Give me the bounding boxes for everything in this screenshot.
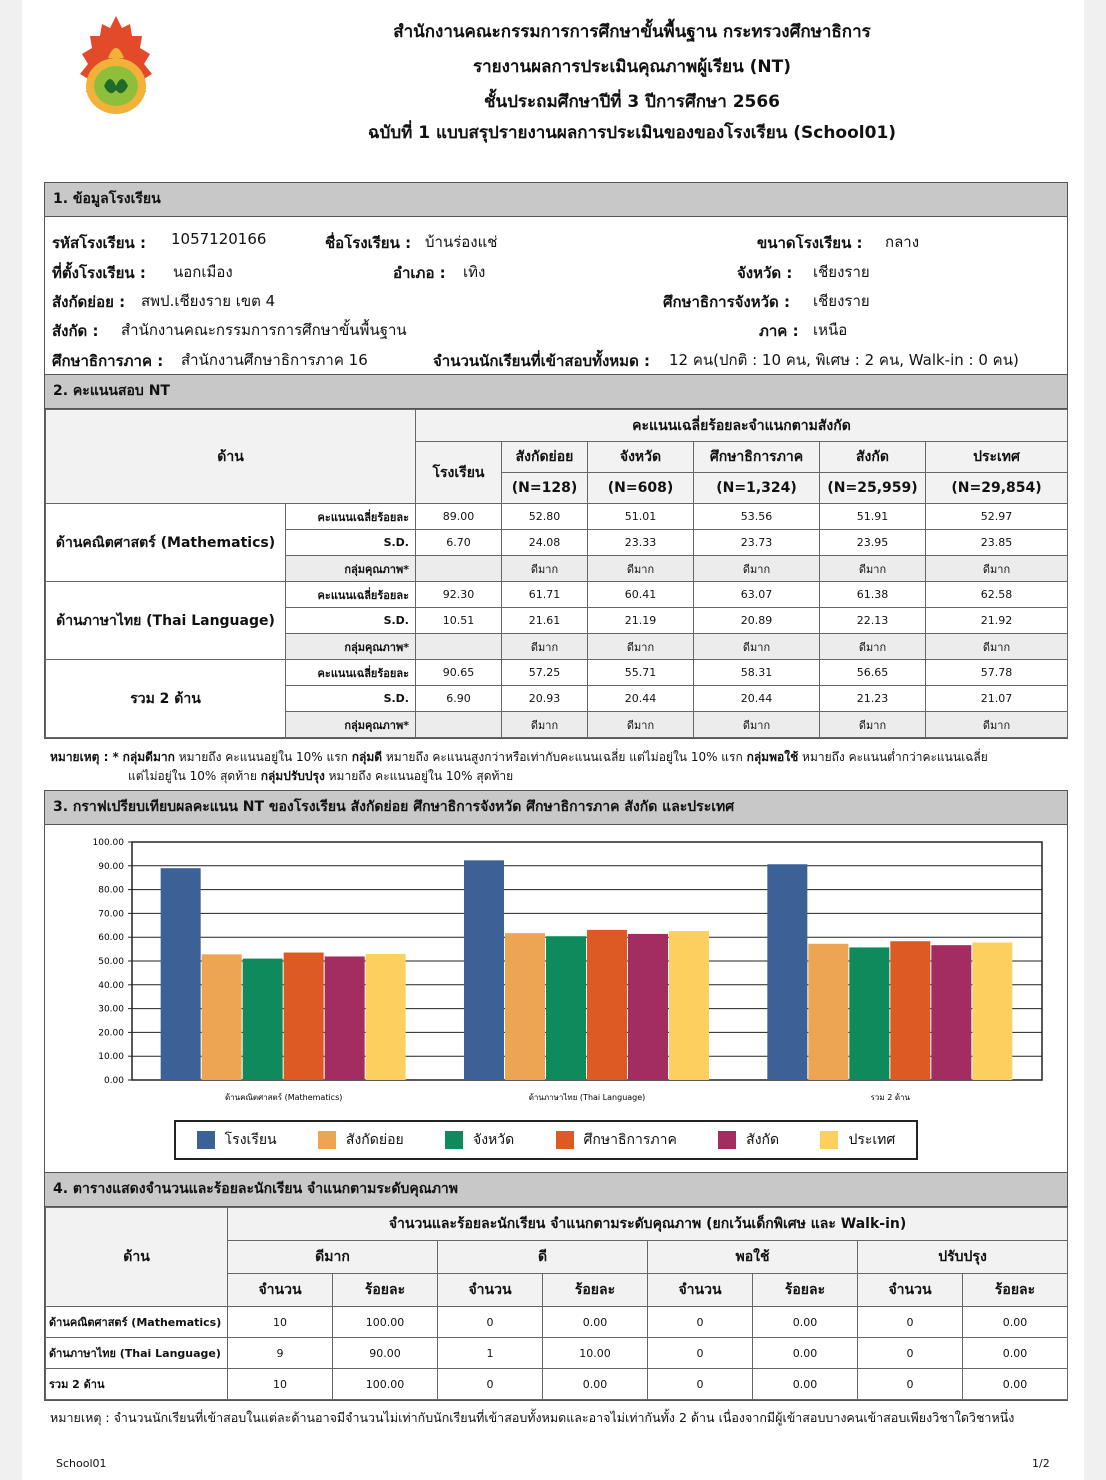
count-note: หมายเหตุ : จำนวนนักเรียนที่เข้าสอบในแต่ละด้านอาจมีจำนวนไม่เท่ากับนักเรียนที่เข้าสอบทั้งหมดและอาจไม่เท่ากันทั้ง 2 ด้าน เนื่องจากมีผู้เข้าสอบบางคนเข้าสอบเพียงวิชาใดวิชาหนึ่ง — [50, 1410, 1015, 1425]
col-side-header: ด้าน — [46, 410, 416, 504]
level-header: ดี — [438, 1241, 648, 1274]
note-text: หมายถึง คะแนนสูงกว่าหรือเท่ากับคะแนนเฉลี่ย แต่ไม่อยู่ใน 10% แรก — [382, 750, 747, 764]
table-cell: 0.00 — [963, 1307, 1068, 1338]
table-cell: 90.00 — [333, 1338, 438, 1369]
bar — [849, 947, 889, 1080]
table-cell: ดีมาก — [588, 634, 694, 660]
table-cell: 10 — [228, 1307, 333, 1338]
table-cell: 21.19 — [588, 608, 694, 634]
y-tick-label: 0.00 — [103, 1076, 124, 1086]
col-group-header: คะแนนเฉลี่ยร้อยละจำแนกตามสังกัด — [416, 410, 1068, 442]
quality-count-table — [45, 1207, 1068, 1400]
pct-header: ร้อยละ — [753, 1274, 858, 1307]
table-cell: 21.07 — [926, 686, 1068, 712]
table-cell: 0 — [648, 1307, 753, 1338]
legend-swatch — [556, 1131, 574, 1149]
table-cell: 0.00 — [963, 1338, 1068, 1369]
legend-item — [318, 1129, 404, 1151]
quality-count-body — [46, 1307, 1068, 1400]
table-cell: 0 — [858, 1369, 963, 1400]
table-cell: ดีมาก — [694, 712, 820, 738]
legend-item — [718, 1129, 779, 1151]
row-label: คะแนนเฉลี่ยร้อยละ — [286, 504, 416, 530]
affiliation-label: สังกัด : — [52, 322, 99, 340]
school-info-section — [44, 182, 1068, 376]
row-label: S.D. — [286, 530, 416, 556]
school-info-body — [45, 217, 1067, 375]
y-tick-label: 70.00 — [98, 909, 124, 920]
col-n: (N=608) — [588, 473, 694, 504]
legend-item — [445, 1129, 514, 1151]
school-name-label: ชื่อโรงเรียน : — [325, 234, 412, 252]
table-cell: ดีมาก — [926, 556, 1068, 582]
table-cell — [416, 634, 502, 660]
table-cell: 52.97 — [926, 504, 1068, 530]
table-row — [46, 582, 1068, 608]
table-cell: 21.92 — [926, 608, 1068, 634]
sub-affiliation: สพป.เชียงราย เขต 4 — [141, 292, 276, 310]
y-tick-label: 100.00 — [92, 838, 124, 848]
table-cell: 21.61 — [502, 608, 588, 634]
table-cell: 55.71 — [588, 660, 694, 686]
table-cell: 53.56 — [694, 504, 820, 530]
subject-name: ด้านคณิตศาสตร์ (Mathematics) — [46, 1307, 228, 1338]
table-cell: 10 — [228, 1369, 333, 1400]
table-cell: 1 — [438, 1338, 543, 1369]
y-tick-label: 40.00 — [98, 980, 124, 991]
report-page — [22, 0, 1084, 1480]
table-cell: 0 — [858, 1338, 963, 1369]
bar — [669, 931, 709, 1080]
table-cell: 20.44 — [588, 686, 694, 712]
subject-name: ด้านภาษาไทย (Thai Language) — [46, 1338, 228, 1369]
table-cell: 89.00 — [416, 504, 502, 530]
table-cell: ดีมาก — [820, 712, 926, 738]
row-label: คะแนนเฉลี่ยร้อยละ — [286, 582, 416, 608]
table-cell: 58.31 — [694, 660, 820, 686]
col-n: (N=128) — [502, 473, 588, 504]
y-tick-label: 10.00 — [98, 1052, 124, 1063]
col-header: ประเทศ — [926, 442, 1068, 473]
table-cell: ดีมาก — [502, 634, 588, 660]
note-term: กลุ่มพอใช้ — [746, 750, 799, 764]
level-header: ดีมาก — [228, 1241, 438, 1274]
table-cell: 92.30 — [416, 582, 502, 608]
col-header: จังหวัด — [588, 442, 694, 473]
row-label: กลุ่มคุณภาพ* — [286, 556, 416, 582]
legend-swatch — [718, 1131, 736, 1149]
table-cell: 60.41 — [588, 582, 694, 608]
note-text: หมายถึง คะแนนอยู่ใน 10% สุดท้าย — [324, 769, 514, 783]
table-cell: 0 — [438, 1307, 543, 1338]
table-cell — [416, 556, 502, 582]
table-cell: 0.00 — [753, 1369, 858, 1400]
region-label: ภาค : — [759, 322, 799, 340]
legend-label: ประเทศ — [848, 1132, 896, 1148]
header-agency: สำนักงานคณะกรรมการการศึกษาขั้นพื้นฐาน กระทรวงศึกษาธิการ — [393, 22, 871, 42]
row-label: S.D. — [286, 686, 416, 712]
bar — [587, 930, 627, 1080]
bar — [808, 944, 848, 1080]
table-cell: 23.73 — [694, 530, 820, 556]
table-cell — [416, 712, 502, 738]
table-cell: 6.70 — [416, 530, 502, 556]
count-header: จำนวน — [228, 1274, 333, 1307]
table-cell: 0 — [648, 1338, 753, 1369]
subject-name: ด้านคณิตศาสตร์ (Mathematics) — [46, 504, 286, 582]
table-cell: ดีมาก — [694, 634, 820, 660]
nt-score-section — [44, 374, 1068, 739]
table-cell: ดีมาก — [926, 634, 1068, 660]
score-bar-chart — [62, 830, 1062, 1110]
legend-label: สังกัด — [746, 1132, 780, 1148]
table-cell: 90.65 — [416, 660, 502, 686]
table-cell: 0.00 — [543, 1369, 648, 1400]
header-edition: ฉบับที่ 1 แบบสรุปรายงานผลการประเมินของของโรงเรียน (School01) — [367, 123, 897, 143]
table-cell: 0.00 — [963, 1369, 1068, 1400]
footer-page: 1/2 — [1032, 1457, 1050, 1470]
bar — [505, 933, 545, 1080]
location: นอกเมือง — [173, 263, 233, 281]
table-cell: ดีมาก — [588, 556, 694, 582]
table-cell: 100.00 — [333, 1369, 438, 1400]
table-cell: 100.00 — [333, 1307, 438, 1338]
section-title: 3. กราฟเปรียบเทียบผลคะแนน NT ของโรงเรียน สังกัดย่อย ศึกษาธิการจังหวัด ศึกษาธิการภาค สังกัด และประเทศ — [45, 791, 1067, 825]
table-cell: 23.85 — [926, 530, 1068, 556]
note-prefix: หมายเหตุ : * — [50, 750, 119, 764]
note-text: หมายถึง คะแนนอยู่ใน 10% แรก — [174, 750, 352, 764]
section-title: 4. ตารางแสดงจำนวนและร้อยละนักเรียน จำแนกตามระดับคุณภาพ — [45, 1173, 1067, 1207]
col-group-header: จำนวนและร้อยละนักเรียน จำแนกตามระดับคุณภาพ (ยกเว้นเด็กพิเศษ และ Walk-in) — [228, 1208, 1068, 1241]
col-n: (N=25,959) — [820, 473, 926, 504]
table-cell: 0 — [648, 1369, 753, 1400]
count-header: จำนวน — [858, 1274, 963, 1307]
table-cell: 51.01 — [588, 504, 694, 530]
table-cell: 22.13 — [820, 608, 926, 634]
affiliation: สำนักงานคณะกรรมการการศึกษาขั้นพื้นฐาน — [121, 321, 407, 339]
school-size: กลาง — [885, 233, 920, 251]
bar — [464, 860, 504, 1080]
table-row — [46, 1338, 1068, 1369]
table-cell: ดีมาก — [820, 556, 926, 582]
table-cell: 10.00 — [543, 1338, 648, 1369]
table-cell: 24.08 — [502, 530, 588, 556]
note-term: กลุ่มดีมาก — [122, 750, 175, 764]
table-cell: 0.00 — [543, 1307, 648, 1338]
legend-swatch — [820, 1131, 838, 1149]
quality-count-section — [44, 1172, 1068, 1401]
location-label: ที่ตั้งโรงเรียน : — [52, 264, 146, 282]
table-cell: 23.95 — [820, 530, 926, 556]
bar — [767, 864, 807, 1080]
section-title: 1. ข้อมูลโรงเรียน — [45, 183, 1067, 217]
pct-header: ร้อยละ — [543, 1274, 648, 1307]
header-grade-year: ชั้นประถมศึกษาปีที่ 3 ปีการศึกษา 2566 — [483, 92, 781, 112]
amphoe-label: อำเภอ : — [393, 264, 446, 282]
table-row — [46, 504, 1068, 530]
pct-header: ร้อยละ — [333, 1274, 438, 1307]
legend-item — [197, 1129, 277, 1151]
legend-label: ศึกษาธิการภาค — [583, 1132, 677, 1148]
amphoe: เทิง — [463, 263, 486, 281]
note-term: กลุ่มดี — [351, 750, 383, 764]
table-cell: 23.33 — [588, 530, 694, 556]
province-label: จังหวัด : — [737, 264, 793, 282]
col-header: ศึกษาธิการภาค — [694, 442, 820, 473]
school-code: 1057120166 — [171, 230, 267, 248]
y-tick-label: 20.00 — [98, 1028, 124, 1039]
table-row — [46, 1307, 1068, 1338]
legend-swatch — [197, 1131, 215, 1149]
y-tick-label: 60.00 — [98, 933, 124, 944]
table-cell: 0 — [858, 1307, 963, 1338]
table-cell: ดีมาก — [588, 712, 694, 738]
quality-note — [50, 748, 1050, 786]
table-cell: 20.44 — [694, 686, 820, 712]
level-header: พอใช้ — [648, 1241, 858, 1274]
bar — [202, 954, 242, 1080]
legend-item — [556, 1129, 677, 1151]
school-name: บ้านร่องแช่ — [425, 233, 498, 251]
row-label: กลุ่มคุณภาพ* — [286, 634, 416, 660]
table-cell: 20.93 — [502, 686, 588, 712]
table-cell: 57.25 — [502, 660, 588, 686]
legend-label: จังหวัด — [473, 1132, 515, 1148]
table-cell: 0.00 — [753, 1338, 858, 1369]
col-n: (N=29,854) — [926, 473, 1068, 504]
row-label: S.D. — [286, 608, 416, 634]
province: เชียงราย — [813, 263, 870, 281]
header-report-title: รายงานผลการประเมินคุณภาพผู้เรียน (NT) — [472, 57, 791, 77]
bar — [546, 936, 586, 1080]
table-cell: 0.00 — [753, 1307, 858, 1338]
note-text: แต่ไม่อยู่ใน 10% สุดท้าย — [128, 769, 261, 783]
regional-edu-label: ศึกษาธิการภาค : — [52, 352, 164, 370]
col-header: สังกัดย่อย — [502, 442, 588, 473]
legend-item — [820, 1129, 895, 1151]
bar — [366, 954, 406, 1080]
legend-swatch — [318, 1131, 336, 1149]
col-side-header: ด้าน — [46, 1208, 228, 1307]
bar — [325, 956, 365, 1080]
school-code-label: รหัสโรงเรียน : — [52, 234, 146, 252]
subject-name: รวม 2 ด้าน — [46, 1369, 228, 1400]
regional-edu: สำนักงานศึกษาธิการภาค 16 — [181, 351, 368, 369]
y-tick-label: 90.00 — [98, 861, 124, 872]
subject-name: รวม 2 ด้าน — [46, 660, 286, 738]
table-cell: 62.58 — [926, 582, 1068, 608]
table-cell: 52.80 — [502, 504, 588, 530]
table-cell: 20.89 — [694, 608, 820, 634]
table-cell: 56.65 — [820, 660, 926, 686]
table-cell: ดีมาก — [502, 712, 588, 738]
school-size-label: ขนาดโรงเรียน : — [757, 234, 863, 252]
table-cell: ดีมาก — [926, 712, 1068, 738]
table-cell: 51.91 — [820, 504, 926, 530]
students-label: จำนวนนักเรียนที่เข้าสอบทั้งหมด : — [433, 352, 651, 370]
note-term: กลุ่มปรับปรุง — [260, 769, 325, 783]
col-n: (N=1,324) — [694, 473, 820, 504]
table-cell: ดีมาก — [502, 556, 588, 582]
y-tick-label: 30.00 — [98, 1004, 124, 1015]
bar — [284, 953, 324, 1080]
row-label: คะแนนเฉลี่ยร้อยละ — [286, 660, 416, 686]
table-cell: 9 — [228, 1338, 333, 1369]
table-cell: 10.51 — [416, 608, 502, 634]
bar — [628, 934, 668, 1080]
bar — [243, 959, 283, 1080]
bar — [931, 945, 971, 1080]
footer-school: School01 — [56, 1457, 107, 1470]
ministry-emblem-icon — [78, 14, 154, 126]
x-tick-label: ด้านภาษาไทย (Thai Language) — [528, 1093, 646, 1102]
nt-score-table — [45, 409, 1068, 738]
row-label: กลุ่มคุณภาพ* — [286, 712, 416, 738]
nt-score-body — [46, 504, 1068, 738]
x-tick-label: ด้านคณิตศาสตร์ (Mathematics) — [224, 1093, 343, 1102]
table-cell: ดีมาก — [694, 556, 820, 582]
col-header: สังกัด — [820, 442, 926, 473]
region: เหนือ — [813, 321, 848, 339]
table-row — [46, 660, 1068, 686]
y-tick-label: 80.00 — [98, 885, 124, 896]
table-cell: 21.23 — [820, 686, 926, 712]
table-cell: ดีมาก — [820, 634, 926, 660]
chart-legend — [174, 1120, 918, 1160]
students-count: 12 คน(ปกติ : 10 คน, พิเศษ : 2 คน, Walk-in : 0 คน) — [669, 351, 1019, 369]
table-cell: 61.71 — [502, 582, 588, 608]
section-title: 2. คะแนนสอบ NT — [45, 375, 1067, 409]
province-edu-label: ศึกษาธิการจังหวัด : — [663, 293, 791, 311]
table-cell: 6.90 — [416, 686, 502, 712]
bar — [972, 942, 1012, 1080]
table-cell: 0 — [438, 1369, 543, 1400]
count-header: จำนวน — [438, 1274, 543, 1307]
table-row — [46, 1369, 1068, 1400]
col-school-header: โรงเรียน — [416, 442, 502, 504]
level-header: ปรับปรุง — [858, 1241, 1068, 1274]
table-cell: 57.78 — [926, 660, 1068, 686]
legend-label: โรงเรียน — [224, 1132, 277, 1148]
x-tick-label: รวม 2 ด้าน — [870, 1093, 911, 1102]
count-header: จำนวน — [648, 1274, 753, 1307]
legend-label: สังกัดย่อย — [345, 1132, 404, 1148]
note-text: หมายถึง คะแนนต่ำกว่าคะแนนเฉลี่ย — [798, 750, 988, 764]
table-cell: 61.38 — [820, 582, 926, 608]
table-cell: 63.07 — [694, 582, 820, 608]
legend-swatch — [445, 1131, 463, 1149]
bar — [161, 868, 201, 1080]
province-edu: เชียงราย — [813, 292, 870, 310]
y-tick-label: 50.00 — [98, 957, 124, 967]
pct-header: ร้อยละ — [963, 1274, 1068, 1307]
subject-name: ด้านภาษาไทย (Thai Language) — [46, 582, 286, 660]
bar — [890, 941, 930, 1080]
sub-affiliation-label: สังกัดย่อย : — [52, 293, 126, 311]
